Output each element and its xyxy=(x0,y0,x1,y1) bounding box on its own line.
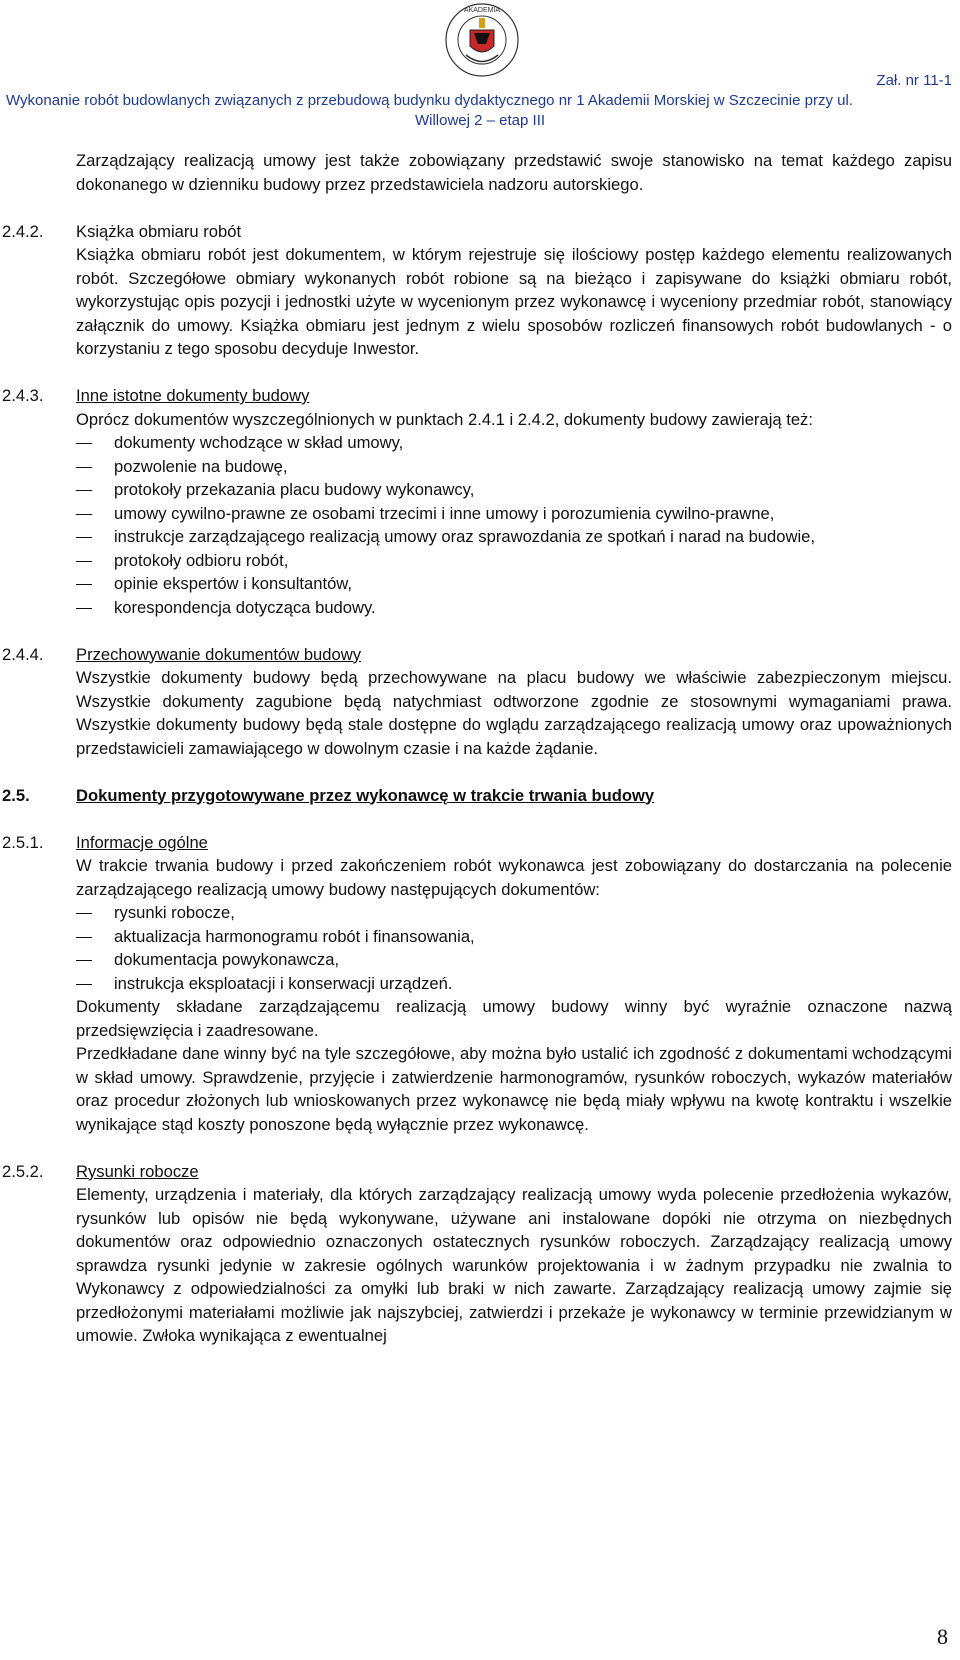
section-title: Przechowywanie dokumentów budowy xyxy=(76,644,362,664)
section-title: Rysunki robocze xyxy=(76,1161,199,1181)
intro-paragraph: Zarządzający realizacją umowy jest także zobowiązany przedstawić swoje stanowisko na temat każdego zapisu dokonanego w dzienniku budowy przez przedstawiciela nadzoru autorskiego. xyxy=(76,151,952,194)
svg-text:AKADEMIA: AKADEMIA xyxy=(463,7,501,14)
document-body xyxy=(0,149,960,1348)
academy-logo xyxy=(440,0,524,82)
section-title: Dokumenty przygotowywane przez wykonawcę w trakcie trwania budowy xyxy=(76,785,655,805)
list-item: instrukcje zarządzającego realizacją umowy oraz sprawozdania ze spotkań i narad na budowie, xyxy=(76,525,952,549)
annex-label: Zał. nr 11-1 xyxy=(876,72,952,89)
list-item: instrukcja eksploatacji i konserwacji urządzeń. xyxy=(76,972,952,996)
list-item: protokoły przekazania placu budowy wykonawcy, xyxy=(76,478,952,502)
section-number: 2.5. xyxy=(2,785,30,805)
section-2-5-2-heading xyxy=(0,1160,960,1184)
section-title: Książka obmiaru robót xyxy=(76,221,242,241)
section-2-4-4-paragraph: Wszystkie dokumenty budowy będą przechowywane na placu budowy we właściwie zabezpieczonym miejscu. Wszystkie dokumenty zagubione będą natychmiast odtworzone zgodnie ze stosownymi wymaganiami prawa. Wszystkie dokumenty budowy będą stale dostępne do wglądu zarządzającego realizacją umowy oraz upoważnionych przedstawicieli zamawiającego w dowolnym czasie i na każde żądanie. xyxy=(76,668,952,758)
section-2-5-1-paragraph-2: Dokumenty składane zarządzającemu realizacją umowy budowy winny być wyraźnie oznaczone nazwą przedsięwzięcia i zaadresowane. xyxy=(76,997,952,1040)
section-2-4-2-heading xyxy=(0,220,960,244)
list-item: dokumenty wchodzące w skład umowy, xyxy=(76,431,952,455)
section-number: 2.4.3. xyxy=(2,386,44,405)
section-2-5-1-heading xyxy=(0,831,960,855)
section-title: Inne istotne dokumenty budowy xyxy=(76,386,310,405)
section-2-4-3-heading xyxy=(0,384,960,408)
section-2-5-1-paragraph-1: W trakcie trwania budowy i przed zakończeniem robót wykonawca jest zobowiązany do dostarczania na polecenie zarządzającego realizacją umowy budowy następujących dokumentów: xyxy=(76,856,952,899)
section-number: 2.5.2. xyxy=(2,1161,44,1181)
list-item: umowy cywilno-prawne ze osobami trzecimi i inne umowy i porozumienia cywilno-prawne, xyxy=(76,502,952,526)
section-2-4-3-paragraph: Oprócz dokumentów wyszczególnionych w punktach 2.4.1 i 2.4.2, dokumenty budowy zawierają też: xyxy=(76,409,813,429)
list-item: protokoły odbioru robót, xyxy=(76,549,952,573)
section-2-5-2-paragraph: Elementy, urządzenia i materiały, dla których zarządzający realizacją umowy wyda polecenie przedłożenia wykazów, rysunków lub opisów nie będą wykonywane, używane ani instalowane dopóki nie otrzyma on niezbędnych dokumentów oraz odpowiednio oznaczonych ostatecznych rysunków roboczych. Zarządzający realizacją umowy sprawdza rysunki jedynie w zakresie ogólnych warunków projektowania i w żadnym przypadku nie zwalnia to Wykonawcy z odpowiedzialności za omyłki lub braki w nich zawarte. Zarządzający realizacją umowy zajmie się przedłożonymi materiałami możliwie jak najszybciej, zatwierdzi i przekaże je wykonawcy w terminie przewidzianym w umowie. Zwłoka wynikająca z ewentualnej xyxy=(76,1185,952,1345)
list-item: pozwolenie na budowę, xyxy=(76,455,952,479)
page-number: 8 xyxy=(937,1624,948,1649)
section-2-4-2-paragraph: Książka obmiaru robót jest dokumentem, w którym rejestruje się ilościowy postęp każdego elementu realizowanych robót. Szczegółowe obmiary wykonanych robót robione są na bieżąco i zapisywane do książki obmiaru robót, wykorzystując opis pozycji i jednostki użyte w wycenionym przez wykonawcę i wyceniony przedmiar robót, stanowiący załącznik do umowy. Książka obmiaru jest jednym z wielu sposobów rozliczeń finansowych robót budowlanych - o korzystaniu z tego sposobu decyduje Inwestor. xyxy=(76,245,952,358)
list-item: aktualizacja harmonogramu robót i finansowania, xyxy=(76,925,952,949)
list-item: opinie ekspertów i konsultantów, xyxy=(76,572,952,596)
section-number: 2.5.1. xyxy=(2,832,44,852)
documents-list xyxy=(76,431,952,619)
section-2-4-4-heading xyxy=(0,643,960,667)
deliverables-list xyxy=(76,901,952,995)
section-2-5-1-paragraph-3: Przedkładane dane winny być na tyle szczegółowe, aby można było ustalić ich zgodność z dokumentami wchodzącymi w skład umowy. Sprawdzenie, przyjęcie i zatwierdzenie harmonogramów, rysunków roboczych, wykazów materiałów oraz procedur złożonych lub wnioskowanych przez wykonawcę nie będą miały wpływu na kwotę kontraktu i wszelkie wynikające stąd koszty ponoszone będą wyłącznie przez wykonawcę. xyxy=(76,1044,952,1134)
list-item: dokumentacja powykonawcza, xyxy=(76,948,952,972)
section-number: 2.4.2. xyxy=(2,221,44,241)
list-item: rysunki robocze, xyxy=(76,901,952,925)
section-title: Informacje ogólne xyxy=(76,832,208,852)
header-project-line-1: Wykonanie robót budowlanych związanych z przebudową budynku dydaktycznego nr 1 Akademii Morskiej w Szczecinie przy ul. xyxy=(6,92,853,109)
header-project-line-2: Willowej 2 – etap III xyxy=(414,112,546,129)
section-2-5-heading xyxy=(0,784,960,808)
section-number: 2.4.4. xyxy=(2,644,44,664)
list-item: korespondencja dotycząca budowy. xyxy=(76,596,952,620)
